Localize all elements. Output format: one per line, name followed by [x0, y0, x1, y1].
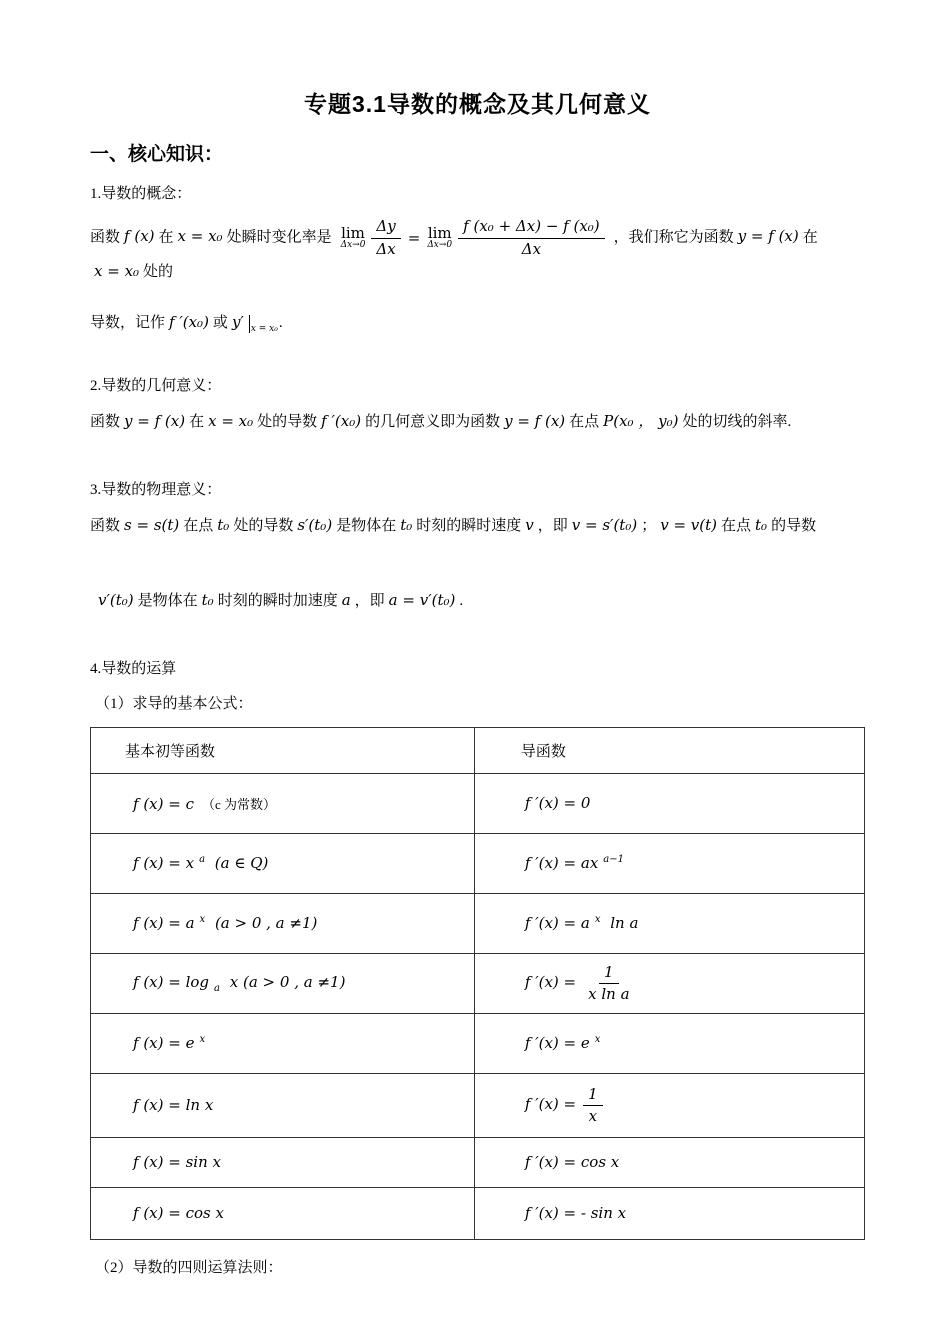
- math-f-prime-x0: f ′(x₀): [169, 313, 209, 331]
- geometric-paragraph: [90, 409, 865, 434]
- header-cell-derivative: [474, 728, 864, 774]
- text-run: 处的导数: [233, 518, 294, 535]
- math-f-prime-x0: f ′(x₀): [321, 412, 362, 431]
- text-run: 在: [189, 414, 205, 431]
- math-expression: f ′(x) = cos x: [524, 1153, 620, 1172]
- table-row: [91, 1074, 865, 1138]
- table-row: [91, 1188, 865, 1240]
- math-t0: t₀: [400, 516, 413, 535]
- math-a-equals-v-prime-t0: a = v′(t₀): [388, 591, 456, 610]
- text-run: 时刻的瞬时加速度: [217, 593, 338, 610]
- table-cell-function: [91, 834, 475, 894]
- text-run: ，即: [354, 593, 385, 610]
- text-run: 是物体在: [336, 518, 397, 535]
- table-row: [91, 954, 865, 1014]
- math-v: v: [525, 516, 534, 535]
- math-superscript: a−1: [603, 854, 624, 866]
- text-run: 导数，记作: [90, 315, 166, 331]
- math-x-equals-x0: x = x₀: [208, 412, 254, 431]
- operations-heading: 4.导数的运算: [90, 661, 177, 678]
- header-label: 导函数: [520, 744, 566, 761]
- math-expression: f (x) = a: [133, 914, 195, 933]
- math-expression: (a ∈ Q): [210, 854, 269, 873]
- math-expression: f ′(x) = ax: [524, 854, 599, 873]
- math-superscript: x: [199, 914, 206, 926]
- fraction: [583, 963, 634, 1005]
- math-s-equals-st: s = s(t): [124, 516, 180, 535]
- math-expression: f (x) = cos x: [133, 1204, 224, 1223]
- section-heading: 一、核心知识：: [90, 144, 224, 165]
- table-cell-derivative: [474, 894, 864, 954]
- math-expression: f ′(x) = - sin x: [524, 1204, 627, 1223]
- limit-formula: [338, 217, 608, 259]
- table-cell-derivative: [474, 1074, 864, 1138]
- math-expression: f ′(x) = 0: [524, 794, 591, 813]
- math-v-prime-t0: v′(t₀): [98, 591, 134, 610]
- table-header-row: [91, 728, 865, 774]
- header-cell-function: [91, 728, 475, 774]
- math-t0: t₀: [755, 516, 768, 535]
- operations-sub2: （2）导数的四则运算法则：: [95, 1260, 283, 1277]
- text-run: 处的: [143, 264, 174, 280]
- fraction-difference-quotient: [458, 217, 605, 259]
- table-cell-derivative: [474, 1014, 864, 1074]
- math-t0: t₀: [201, 591, 214, 610]
- table-row: [91, 894, 865, 954]
- math-superscript: x: [594, 914, 601, 926]
- text-run: 在: [802, 229, 818, 246]
- math-y-prime: y′: [231, 313, 244, 331]
- math-superscript: x: [199, 1034, 206, 1046]
- math-superscript: x: [594, 1034, 601, 1046]
- text-run: 函数: [90, 229, 121, 246]
- header-label: 基本初等函数: [125, 744, 216, 761]
- fraction-denominator: x: [588, 1107, 598, 1126]
- page-title: 专题3.1导数的概念及其几何意义: [304, 91, 651, 117]
- math-v-equals-vt: v = v(t): [660, 516, 718, 535]
- text-run: 在点: [721, 518, 752, 535]
- fraction-denominator: Δx: [521, 239, 542, 258]
- table-cell-function: [91, 774, 475, 834]
- fraction-numerator: 1: [599, 963, 619, 985]
- math-expression: ln a: [605, 914, 639, 933]
- math-expression: f (x) = ln x: [133, 1096, 214, 1115]
- fraction-denominator: x ln a: [588, 985, 630, 1004]
- table-cell-derivative: [474, 1138, 864, 1188]
- text-run: 在点: [183, 518, 214, 535]
- table-cell-function: [91, 1074, 475, 1138]
- fraction-dy-dx: [371, 217, 400, 259]
- equals-sign: =: [407, 229, 421, 247]
- physical-heading: 3.导数的物理意义：: [90, 482, 222, 499]
- text-run: 处的导数: [257, 414, 318, 431]
- text-run: ，即: [537, 518, 568, 535]
- table-cell-function: [91, 1188, 475, 1240]
- limit-operator: [340, 223, 366, 251]
- math-y-equals-fx: y = f (x): [737, 227, 799, 246]
- text-run: 函数: [90, 414, 121, 431]
- math-s-prime-t0: s′(t₀): [297, 516, 333, 535]
- math-expression: f (x) = x: [133, 854, 195, 873]
- table-cell-derivative: [474, 1188, 864, 1240]
- concept-paragraph-1: [90, 217, 865, 284]
- text-run: .: [459, 593, 464, 610]
- math-v-equals-s-prime-t0: v = s′(t₀): [571, 516, 638, 535]
- math-expression: (a > 0 , a ≠1): [210, 914, 318, 933]
- physical-paragraph-1: [90, 513, 865, 538]
- derivative-formula-table: [90, 727, 865, 1240]
- table-cell-derivative: [474, 774, 864, 834]
- lim-word: lim: [427, 223, 452, 242]
- limit-operator: [427, 223, 453, 251]
- table-row: [91, 1014, 865, 1074]
- math-y-equals-fx: y = f (x): [124, 412, 186, 431]
- fraction-numerator: 1: [583, 1085, 603, 1107]
- text-run: 的导数: [771, 518, 817, 535]
- concept-paragraph-2: [90, 310, 865, 336]
- math-expression: f ′(x) = e: [524, 1034, 590, 1053]
- text-run: 是物体在: [137, 593, 198, 610]
- math-expression: f ′(x) = a: [524, 914, 590, 933]
- table-cell-derivative: [474, 834, 864, 894]
- lim-subscript: Δx→0: [340, 239, 366, 250]
- math-expression: f ′(x) =: [524, 973, 577, 992]
- text-run: 函数: [90, 518, 121, 535]
- text-run: 在点: [569, 414, 600, 431]
- math-expression: f (x) = e: [133, 1034, 195, 1053]
- table-row: [91, 774, 865, 834]
- physical-paragraph-2: [90, 588, 865, 613]
- math-x-equals-x0: x = x₀: [94, 262, 140, 280]
- math-expression: f (x) = c: [133, 794, 194, 813]
- lim-word: lim: [341, 223, 365, 242]
- math-point-p: P(x₀ ， y₀): [603, 412, 679, 431]
- text-run: ，我们称它为函数: [613, 229, 734, 246]
- math-expression: x (a > 0 , a ≠1): [225, 973, 346, 992]
- text-run: 处的切线的斜率.: [682, 414, 792, 431]
- table-cell-derivative: [474, 954, 864, 1014]
- operations-sub1: （1）求导的基本公式：: [95, 696, 253, 713]
- text-run: .: [278, 315, 283, 331]
- math-t0: t₀: [217, 516, 230, 535]
- fraction-numerator: f (x₀ + Δx) − f (x₀): [458, 217, 605, 239]
- concept-heading: 1.导数的概念：: [90, 186, 192, 202]
- text-run: 时刻的瞬时速度: [416, 518, 522, 535]
- table-cell-function: [91, 1014, 475, 1074]
- table-cell-function: [91, 894, 475, 954]
- constant-note: （c 为常数）: [202, 796, 277, 812]
- math-superscript: a: [199, 854, 206, 866]
- evaluation-subscript: x = x₀: [250, 324, 278, 334]
- geometric-heading: 2.导数的几何意义：: [90, 378, 222, 395]
- text-run: ；: [641, 518, 657, 535]
- table-cell-function: [91, 954, 475, 1014]
- table-cell-function: [91, 1138, 475, 1188]
- evaluation-bar: [249, 315, 250, 333]
- table-row: [91, 834, 865, 894]
- text-run: 处瞬时变化率是: [226, 229, 332, 246]
- fraction: [583, 1085, 603, 1127]
- fraction-denominator: Δx: [376, 239, 396, 258]
- table-row: [91, 1138, 865, 1188]
- math-expression: f (x) = sin x: [133, 1153, 221, 1172]
- text-run: 或: [212, 315, 228, 331]
- text-run: 在: [158, 229, 174, 246]
- math-y-equals-fx: y = f (x): [504, 412, 566, 431]
- fraction-numerator: Δy: [371, 217, 400, 239]
- math-fx: f (x): [124, 227, 155, 246]
- math-a: a: [341, 591, 351, 610]
- lim-subscript: Δx→0: [427, 239, 453, 250]
- math-subscript: a: [214, 983, 220, 995]
- text-run: 的几何意义即为函数: [365, 414, 501, 431]
- math-expression: f ′(x) =: [524, 1095, 577, 1114]
- math-x-equals-x0: x = x₀: [177, 227, 223, 246]
- math-expression: f (x) = log: [133, 973, 210, 992]
